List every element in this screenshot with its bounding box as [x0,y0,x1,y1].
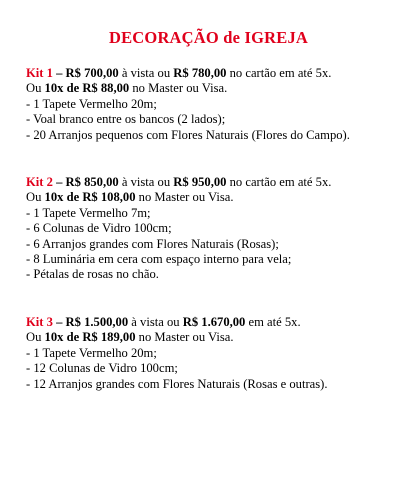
kit-3-installments-line [26,330,391,345]
kit-2-installments-suffix: no Master ou Visa. [135,190,234,205]
kit-2-card-text: no cartão em até 5x. [226,175,332,190]
kit-1-item-1: - 1 Tapete Vermelho 20m; [26,96,157,111]
kit-2-item-3: - 6 Arranjos grandes com Flores Naturais (Rosas); [26,236,279,251]
kit-2-price-line [26,175,391,190]
kit-1-label: Kit 1 [26,66,53,80]
kit-2-item-1: - 1 Tapete Vermelho 7m; [26,205,151,220]
kit-3-item-3: - 12 Arranjos grandes com Flores Naturais (Rosas e outras). [26,376,328,391]
kit-1-cash-text: à vista ou [118,66,174,80]
kit-2-card-price: R$ 950,00 [173,175,227,190]
page-title: DECORAÇÃO de IGREJA [108,28,309,47]
kit-2-installments-line [26,190,391,205]
kit-3-price-line [26,315,391,330]
kit-3-card-text: em até 5x. [245,314,301,329]
kit-2-installments: 10x de R$ 108,00 [44,190,136,205]
kit-3-item-1: - 1 Tapete Vermelho 20m; [26,345,157,360]
kit-3-label: Kit 3 [26,314,53,329]
kit-1-installments-suffix: no Master ou Visa. [129,81,228,96]
kit-1-item-3: - 20 Arranjos pequenos com Flores Naturais (Flores do Campo). [26,127,350,142]
kit-2-installments-prefix: Ou [26,190,45,205]
kit-1-dash: – [52,66,66,80]
kit-3-dash: – [52,314,66,329]
kit-3-item-2: - 12 Colunas de Vidro 100cm; [26,361,178,376]
kit-2-cash-price: R$ 850,00 [65,175,119,190]
kit-1-installments: 10x de R$ 88,00 [44,81,130,96]
kit-1-price-line [26,66,391,81]
kit-3-card-price: R$ 1.670,00 [182,314,246,329]
kit-3-section [26,315,391,392]
kit-2-cash-text: à vista ou [118,175,174,190]
kit-2-section [26,175,391,283]
kit-3-cash-text: à vista ou [128,314,183,329]
kit-1-card-price: R$ 780,00 [173,66,227,80]
kit-3-installments: 10x de R$ 189,00 [44,330,136,345]
kit-1-installments-line [26,81,391,96]
kit-1-cash-price: R$ 700,00 [65,66,119,80]
kit-1-installments-prefix: Ou [26,81,45,96]
kit-2-label: Kit 2 [26,175,53,190]
kit-1-item-2: - Voal branco entre os bancos (2 lados); [26,112,226,127]
kit-3-installments-prefix: Ou [26,330,45,345]
kit-1-section [26,66,391,143]
kit-3-cash-price: R$ 1.500,00 [65,314,129,329]
kit-3-installments-suffix: no Master ou Visa. [135,330,234,345]
kit-2-dash: – [52,175,66,190]
kit-2-item-4: - 8 Luminária em cera com espaço interno para vela; [26,252,292,267]
kit-2-item-5: - Pétalas de rosas no chão. [26,267,159,282]
kit-2-item-2: - 6 Colunas de Vidro 100cm; [26,221,172,236]
kit-1-card-text: no cartão em até 5x. [226,66,332,80]
